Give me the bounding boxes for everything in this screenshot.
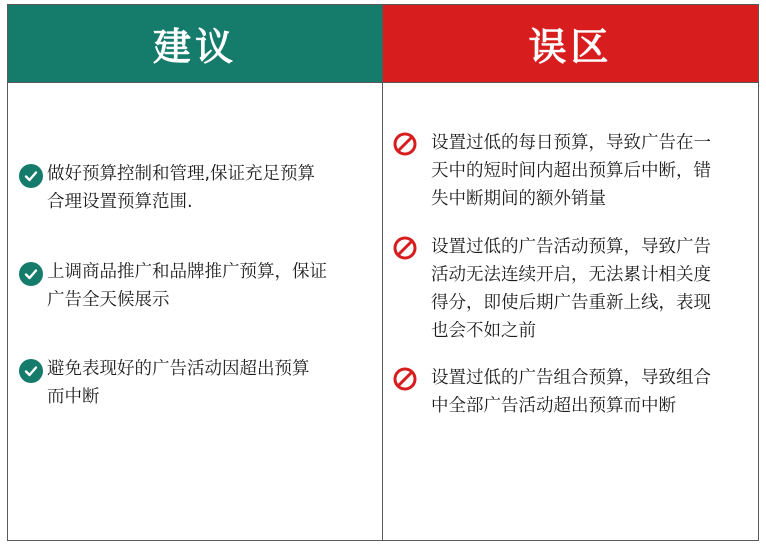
mistake-item	[393, 129, 758, 213]
advice-text: 避免表现好的广告活动因超出预算 而中断	[47, 359, 310, 407]
mistake-text: 设置过低的广告组合预算，导致组合 中全部广告活动超出预算而中断	[431, 368, 711, 416]
header-divider	[8, 82, 758, 83]
check-circle-icon	[19, 164, 43, 188]
advice-text: 做好预算控制和管理,保证充足预算 合理设置预算范围.	[47, 164, 316, 212]
no-entry-icon	[393, 132, 417, 156]
mistake-item	[393, 233, 758, 345]
check-circle-icon	[19, 262, 43, 286]
no-entry-icon	[393, 236, 417, 260]
advice-text: 上调商品推广和品牌推广预算，保证 广告全天候展示	[47, 262, 327, 310]
comparison-table	[7, 4, 759, 541]
advice-header: 建议	[8, 5, 382, 82]
mistake-text: 设置过低的每日预算，导致广告在一 天中的短时间内超出预算后中断，错 失中断期间的额外销量	[431, 133, 711, 209]
mistakes-header: 误区	[383, 5, 758, 82]
mistake-text: 设置过低的广告活动预算，导致广告 活动无法连续开启，无法累计相关度 得分，即使后期广告重新上线，表现 也会不如之前	[431, 237, 711, 341]
check-circle-icon	[19, 359, 43, 383]
advice-item	[19, 160, 379, 216]
column-divider	[382, 5, 383, 540]
no-entry-icon	[393, 367, 417, 391]
advice-item	[19, 355, 379, 411]
mistake-item	[393, 364, 758, 420]
advice-item	[19, 258, 379, 314]
